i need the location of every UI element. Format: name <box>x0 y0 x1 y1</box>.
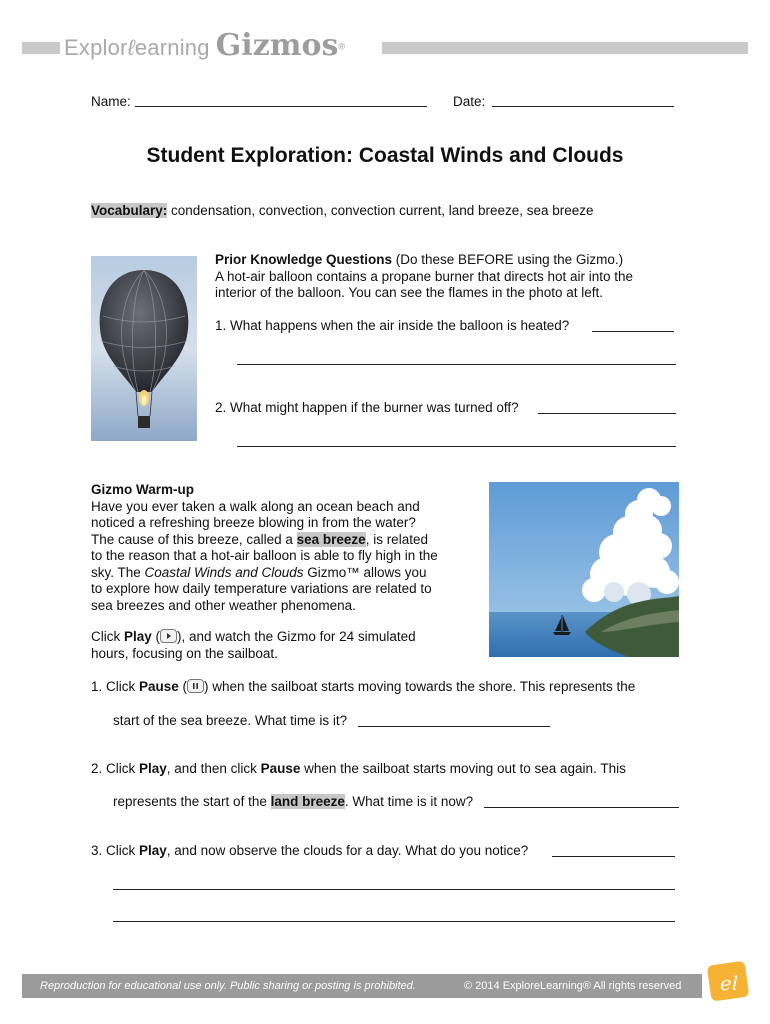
prior-question-1: 1. What happens when the air inside the balloon is heated? <box>215 318 570 333</box>
question-3 <box>91 843 528 860</box>
prior-line-1: A hot-air balloon contains a propane burner that directs hot air into the <box>215 268 634 284</box>
q2-pause-label: Pause <box>260 761 301 776</box>
q3-play-label: Play <box>139 843 167 858</box>
q1-answer-field[interactable] <box>358 726 550 727</box>
play-text-a: Click <box>91 629 124 644</box>
question-2-line-2 <box>113 794 473 811</box>
q3-answer-field-b[interactable] <box>113 889 675 890</box>
prior-answer-1a[interactable] <box>592 331 674 332</box>
explorelearning-el-logo <box>706 958 752 1004</box>
brand-gizmos: Gizmos <box>215 28 339 63</box>
q2-play-label: Play <box>139 761 167 776</box>
date-field[interactable] <box>492 106 674 107</box>
play-text-d: ), and watch the Gizmo for 24 simulated <box>177 629 416 644</box>
prior-line-2: interior of the balloon. You can see the flames in the photo at left. <box>215 285 604 300</box>
brand-learning: earning <box>134 35 210 60</box>
brand-e-swirl: ℓ <box>127 35 135 60</box>
warmup-line-4: to the reason that a hot-air balloon is able to fly high in the <box>91 548 438 563</box>
prior-answer-2a[interactable] <box>538 413 676 414</box>
logo-el-text: el <box>719 971 739 995</box>
page-title: Student Exploration: Coastal Winds and Clouds <box>146 144 624 167</box>
question-1 <box>91 679 635 696</box>
q2-text-a: 2. Click <box>91 761 140 776</box>
q3-answer-field-c[interactable] <box>113 921 675 922</box>
q3-answer-field-a[interactable] <box>552 856 675 857</box>
warmup-line-2: noticed a refreshing breeze blowing in from the water? <box>91 515 416 530</box>
prior-answer-1b[interactable] <box>237 364 676 365</box>
play-button-icon <box>160 629 177 643</box>
vocabulary-terms: condensation, convection, convection current, land breeze, sea breeze <box>167 203 594 218</box>
warmup-line-5c: Gizmo™ allows you <box>303 564 427 580</box>
prior-answer-2b[interactable] <box>237 446 676 447</box>
term-sea-breeze: sea breeze <box>296 531 366 547</box>
brand-explore: Explor <box>64 35 128 60</box>
question-2 <box>91 761 626 778</box>
footer-bar <box>22 974 702 998</box>
q1-text-c: ( <box>178 679 188 694</box>
header-bar-right <box>382 42 748 54</box>
brand-reg: ® <box>338 41 346 52</box>
q3-text-c: , and now observe the clouds for a day. What do you notice? <box>166 843 529 858</box>
footer-left-text: Reproduction for educational use only. Public sharing or posting is prohibited. <box>40 980 416 992</box>
warmup-section <box>91 482 461 614</box>
q2-text-f: represents the start of the <box>113 794 271 809</box>
warmup-line-3c: , is related <box>365 531 428 547</box>
q2-answer-field[interactable] <box>484 807 679 808</box>
play-label: Play <box>124 629 152 644</box>
warmup-heading: Gizmo Warm-up <box>91 482 194 497</box>
vocabulary-label: Vocabulary: <box>91 203 168 218</box>
coastal-scene-photo <box>489 482 679 657</box>
q1-text-a: 1. Click <box>91 679 140 694</box>
q2-text-c: , and then click <box>166 761 261 776</box>
gizmo-name: Coastal Winds and Clouds <box>144 564 304 580</box>
prior-heading: Prior Knowledge Questions <box>215 252 393 267</box>
warmup-line-7: sea breezes and other weather phenomena. <box>91 597 356 613</box>
q2-text-e: when the sailboat starts moving out to sea again. This <box>300 761 626 776</box>
warmup-line-5a: sky. The <box>91 564 145 580</box>
q3-text-a: 3. Click <box>91 843 140 858</box>
prior-knowledge <box>215 252 675 302</box>
play-text-c: ( <box>151 629 161 644</box>
hot-air-balloon-photo <box>91 256 197 441</box>
name-label: Name: <box>91 94 131 109</box>
vocabulary <box>91 203 594 220</box>
prior-question-2: 2. What might happen if the burner was turned off? <box>215 400 519 415</box>
header-bar-left <box>22 42 60 54</box>
name-field[interactable] <box>135 106 427 107</box>
play-text-e: hours, focusing on the sailboat. <box>91 645 278 661</box>
play-instruction <box>91 629 461 662</box>
term-land-breeze: land breeze <box>270 794 345 809</box>
warmup-line-6: to explore how daily temperature variations are related to <box>91 581 432 596</box>
prior-heading-note: (Do these BEFORE using the Gizmo.) <box>392 252 624 267</box>
pause-button-icon <box>187 679 204 693</box>
q1-pause-label: Pause <box>139 679 179 694</box>
q2-text-h: . What time is it now? <box>344 794 474 809</box>
date-label: Date: <box>453 94 486 109</box>
q1-text-e: start of the sea breeze. What time is it? <box>113 713 348 728</box>
q1-text-d: ) when the sailboat starts moving towards the shore. This represents the <box>204 679 636 694</box>
footer-right-text: © 2014 ExploreLearning® All rights reserved <box>464 980 682 992</box>
warmup-line-3a: The cause of this breeze, called a <box>91 531 297 547</box>
brand-logo <box>64 28 345 63</box>
warmup-line-1: Have you ever taken a walk along an ocean beach and <box>91 498 420 514</box>
